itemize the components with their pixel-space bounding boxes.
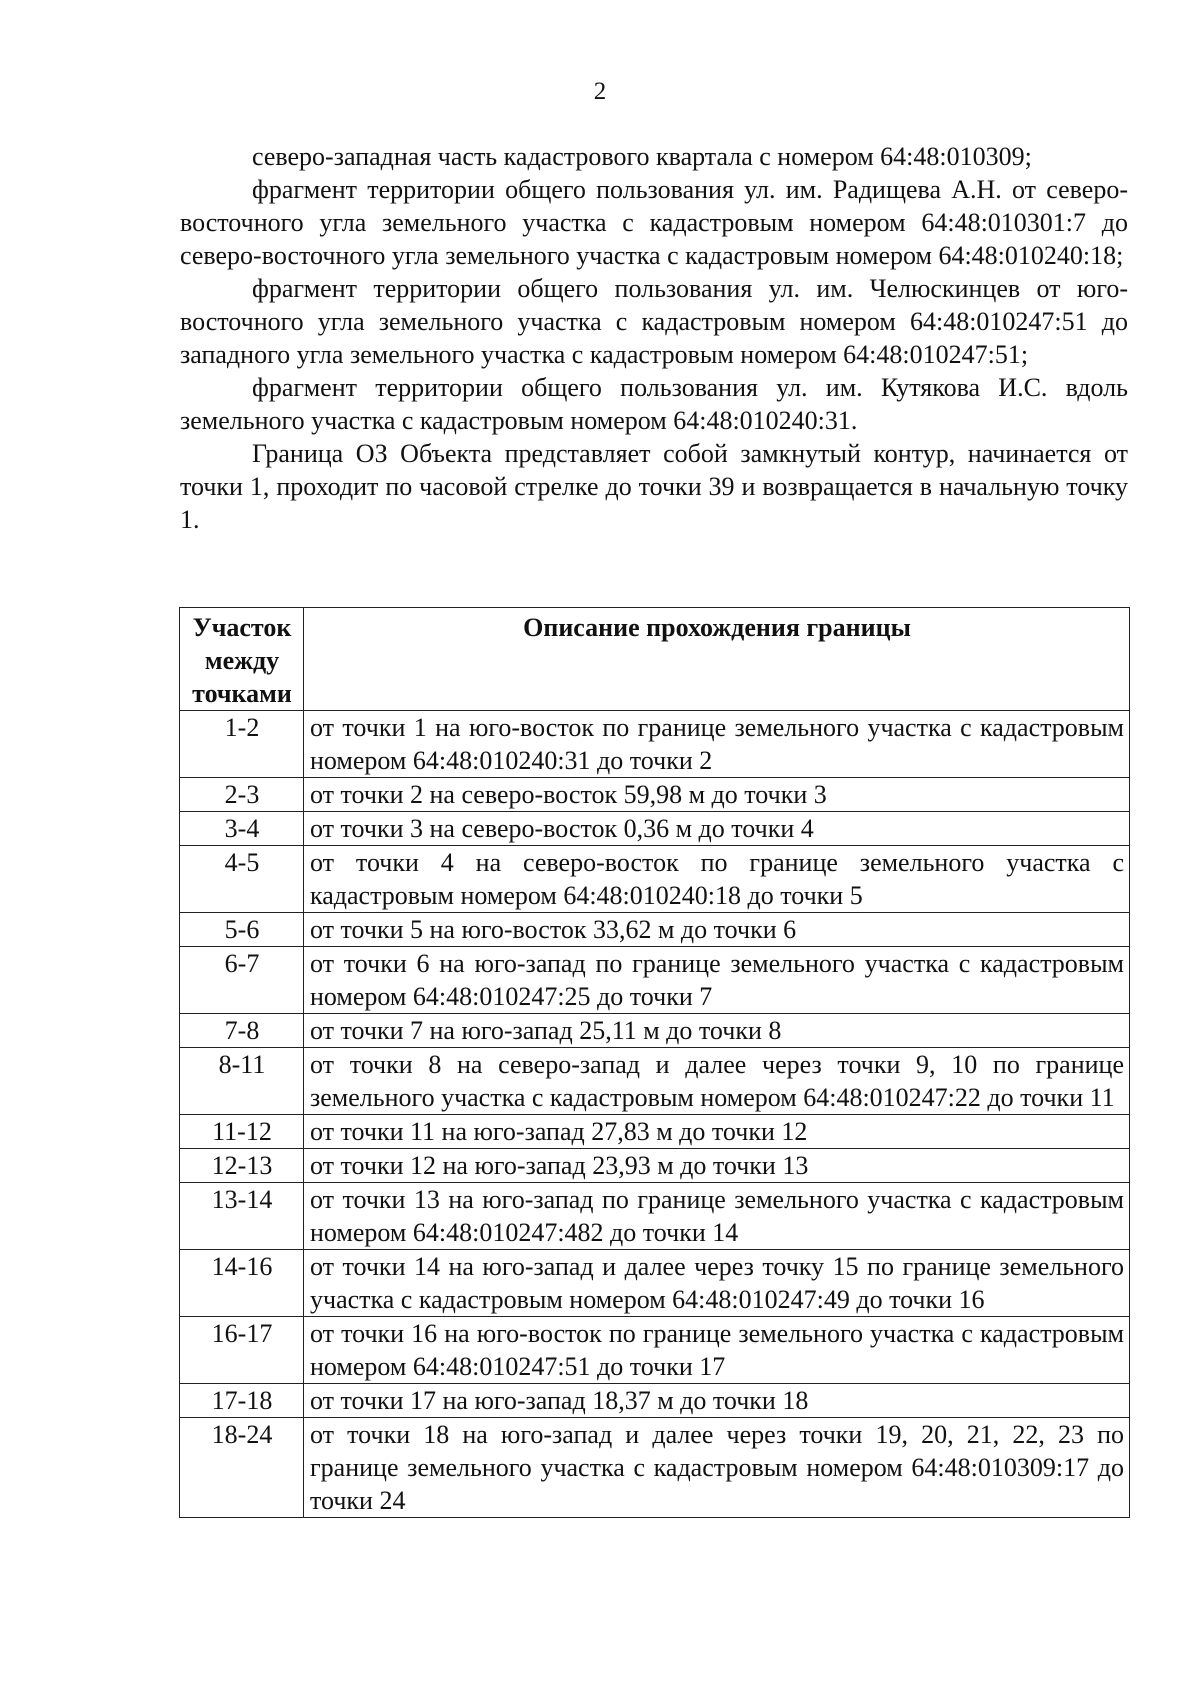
intro-paragraph: фрагмент территории общего пользования ул. им. Радищева А.Н. от северо-восточного угла земельного участка с кадастровым номером 64:48:010301:7 до северо-восточного угла земельного участка с кадастровым номером 64:48:010240:18; — [180, 175, 1128, 270]
page-number: 2 — [593, 78, 607, 105]
description-cell: от точки 2 на северо-восток 59,98 м до точки 3 — [304, 778, 1130, 812]
header-description: Описание прохождения границы — [304, 608, 1130, 711]
description-cell: от точки 6 на юго-запад по границе земельного участка с кадастровым номером 64:48:010247:25 до точки 7 — [304, 947, 1130, 1014]
description-cell: от точки 4 на северо-восток по границе земельного участка с кадастровым номером 64:48:010240:18 до точки 5 — [304, 846, 1130, 913]
table-row — [180, 1250, 1130, 1317]
description-cell: от точки 1 на юго-восток по границе земельного участка с кадастровым номером 64:48:010240:31 до точки 2 — [304, 711, 1130, 778]
table-row — [180, 1384, 1130, 1418]
segment-cell: 4-5 — [180, 846, 304, 913]
table-row — [180, 1048, 1130, 1115]
segment-cell: 18-24 — [180, 1418, 304, 1518]
segment-cell: 3-4 — [180, 812, 304, 846]
segment-cell: 7-8 — [180, 1014, 304, 1048]
description-cell: от точки 16 на юго-восток по границе земельного участка с кадастровым номером 64:48:010247:51 до точки 17 — [304, 1317, 1130, 1384]
description-cell: от точки 12 на юго-запад 23,93 м до точки 13 — [304, 1149, 1130, 1183]
description-cell: от точки 17 на юго-запад 18,37 м до точки 18 — [304, 1384, 1130, 1418]
intro-paragraph: северо-западная часть кадастрового квартала с номером 64:48:010309; — [252, 142, 1032, 171]
description-cell: от точки 18 на юго-запад и далее через точки 19, 20, 21, 22, 23 по границе земельного участка с кадастровым номером 64:48:010309:17 до точки 24 — [304, 1418, 1130, 1518]
segment-cell: 13-14 — [180, 1183, 304, 1250]
intro-paragraph: фрагмент территории общего пользования ул. им. Кутякова И.С. вдоль земельного участка с кадастровым номером 64:48:010240:31. — [180, 373, 1128, 435]
intro-paragraph: фрагмент территории общего пользования ул. им. Челюскинцев от юго-восточного угла земельного участка с кадастровым номером 64:48:010247:51 до западного угла земельного участка с кадастровым номером 64:48:010247:51; — [180, 274, 1128, 369]
header-segment: Участок между точками — [180, 608, 304, 711]
table-row — [180, 1014, 1130, 1048]
segment-cell: 12-13 — [180, 1149, 304, 1183]
table-row — [180, 1183, 1130, 1250]
description-cell: от точки 14 на юго-запад и далее через точку 15 по границе земельного участка с кадастровым номером 64:48:010247:49 до точки 16 — [304, 1250, 1130, 1317]
description-cell: от точки 11 на юго-запад 27,83 м до точки 12 — [304, 1115, 1130, 1149]
intro-text — [180, 140, 1128, 536]
table-row — [180, 1149, 1130, 1183]
table-row — [180, 1317, 1130, 1384]
boundary-table — [179, 607, 1130, 1518]
table-row — [180, 846, 1130, 913]
description-cell: от точки 7 на юго-запад 25,11 м до точки 8 — [304, 1014, 1130, 1048]
segment-cell: 14-16 — [180, 1250, 304, 1317]
description-cell: от точки 13 на юго-запад по границе земельного участка с кадастровым номером 64:48:010247:482 до точки 14 — [304, 1183, 1130, 1250]
description-cell: от точки 8 на северо-запад и далее через точки 9, 10 по границе земельного участка с кадастровым номером 64:48:010247:22 до точки 11 — [304, 1048, 1130, 1115]
table-header-row — [180, 608, 1130, 711]
table-row — [180, 778, 1130, 812]
description-cell: от точки 5 на юго-восток 33,62 м до точки 6 — [304, 913, 1130, 947]
table-row — [180, 1418, 1130, 1518]
table-row — [180, 812, 1130, 846]
segment-cell: 16-17 — [180, 1317, 304, 1384]
segment-cell: 1-2 — [180, 711, 304, 778]
table-row — [180, 913, 1130, 947]
segment-cell: 17-18 — [180, 1384, 304, 1418]
segment-cell: 6-7 — [180, 947, 304, 1014]
segment-cell: 8-11 — [180, 1048, 304, 1115]
segment-cell: 11-12 — [180, 1115, 304, 1149]
description-cell: от точки 3 на северо-восток 0,36 м до точки 4 — [304, 812, 1130, 846]
table-row — [180, 1115, 1130, 1149]
table-row — [180, 947, 1130, 1014]
intro-paragraph: Граница ОЗ Объекта представляет собой замкнутый контур, начинается от точки 1, проходит по часовой стрелке до точки 39 и возвращается в начальную точку 1. — [180, 439, 1128, 534]
table-row — [180, 711, 1130, 778]
segment-cell: 5-6 — [180, 913, 304, 947]
segment-cell: 2-3 — [180, 778, 304, 812]
